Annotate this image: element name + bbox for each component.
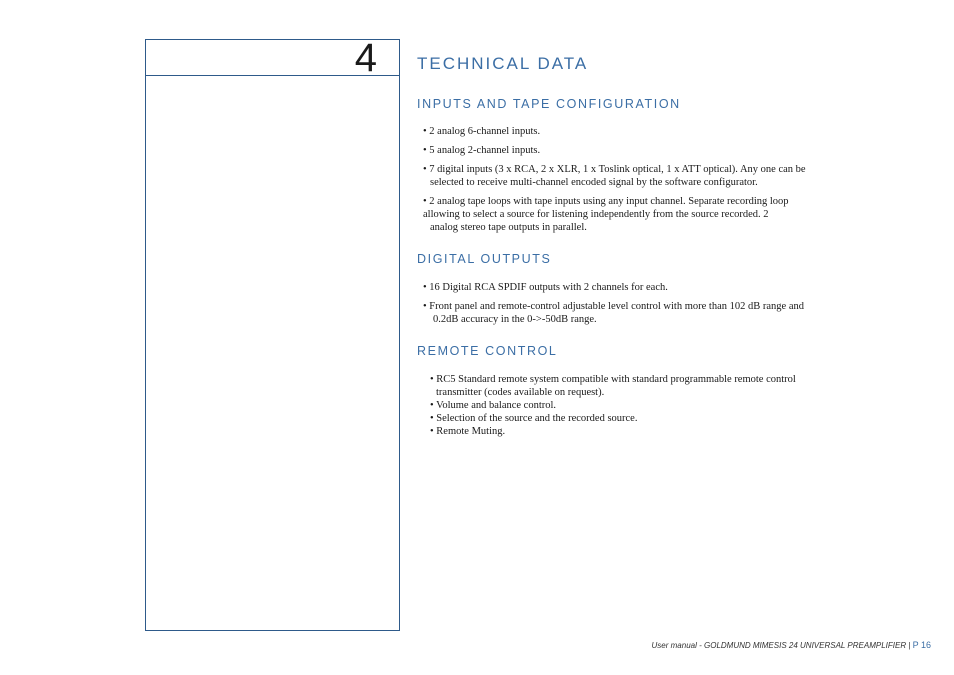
list-item-text: • RC5 Standard remote system compatible with standard programmable remote control: [430, 374, 796, 385]
list-item-text: analog stereo tape outputs in parallel.: [430, 222, 587, 233]
page-footer: [652, 640, 931, 650]
footer-text: User manual - GOLDMUND MIMESIS 24 UNIVERSAL PREAMPLIFIER |: [651, 641, 913, 650]
list-item-text: transmitter (codes available on request).: [436, 387, 605, 398]
list-item-text: • 2 analog tape loops with tape inputs using any input channel. Separate recording loop: [423, 196, 789, 207]
list-item-text: • 5 analog 2-channel inputs.: [423, 145, 541, 156]
section-heading-remote: REMOTE CONTROL: [417, 344, 558, 358]
list-item: [423, 144, 843, 157]
list-item: [423, 300, 843, 326]
chapter-number: 4: [354, 36, 377, 80]
list-item-text: 0.2dB accuracy in the 0->-50dB range.: [433, 314, 597, 325]
list-item: [423, 163, 843, 189]
list-item-text: • 7 digital inputs (3 x RCA, 2 x XLR, 1 x Toslink optical, 1 x ATT optical). Any one can be: [423, 164, 806, 175]
list-item: [423, 281, 843, 294]
list-item: [423, 125, 843, 138]
list-item-text: • Selection of the source and the recorded source.: [430, 413, 638, 424]
list-item-text: • 2 analog 6-channel inputs.: [423, 126, 541, 137]
list-item: [423, 195, 843, 234]
list-item-text: • Remote Muting.: [430, 426, 506, 437]
list-item: [430, 425, 850, 438]
section-heading-inputs: INPUTS AND TAPE CONFIGURATION: [417, 97, 681, 111]
list-item: [430, 373, 850, 399]
section-heading-digital: DIGITAL OUTPUTS: [417, 252, 552, 266]
list-item: [430, 399, 850, 412]
list-item-text: selected to receive multi-channel encoded signal by the software configurator.: [430, 177, 758, 188]
page-title: TECHNICAL DATA: [417, 54, 589, 73]
list-item: [430, 412, 850, 425]
list-item-text: • Volume and balance control.: [430, 400, 557, 411]
chapter-sidebar-box: [145, 36, 400, 631]
list-item-text: • Front panel and remote-control adjustable level control with more than 102 dB range and: [423, 301, 804, 312]
list-item-text: allowing to select a source for listening independently from the source recorded. 2: [423, 209, 769, 220]
list-item-text: • 16 Digital RCA SPDIF outputs with 2 channels for each.: [423, 282, 668, 293]
chapter-header: [146, 36, 399, 80]
page-number: P 16: [912, 640, 931, 650]
